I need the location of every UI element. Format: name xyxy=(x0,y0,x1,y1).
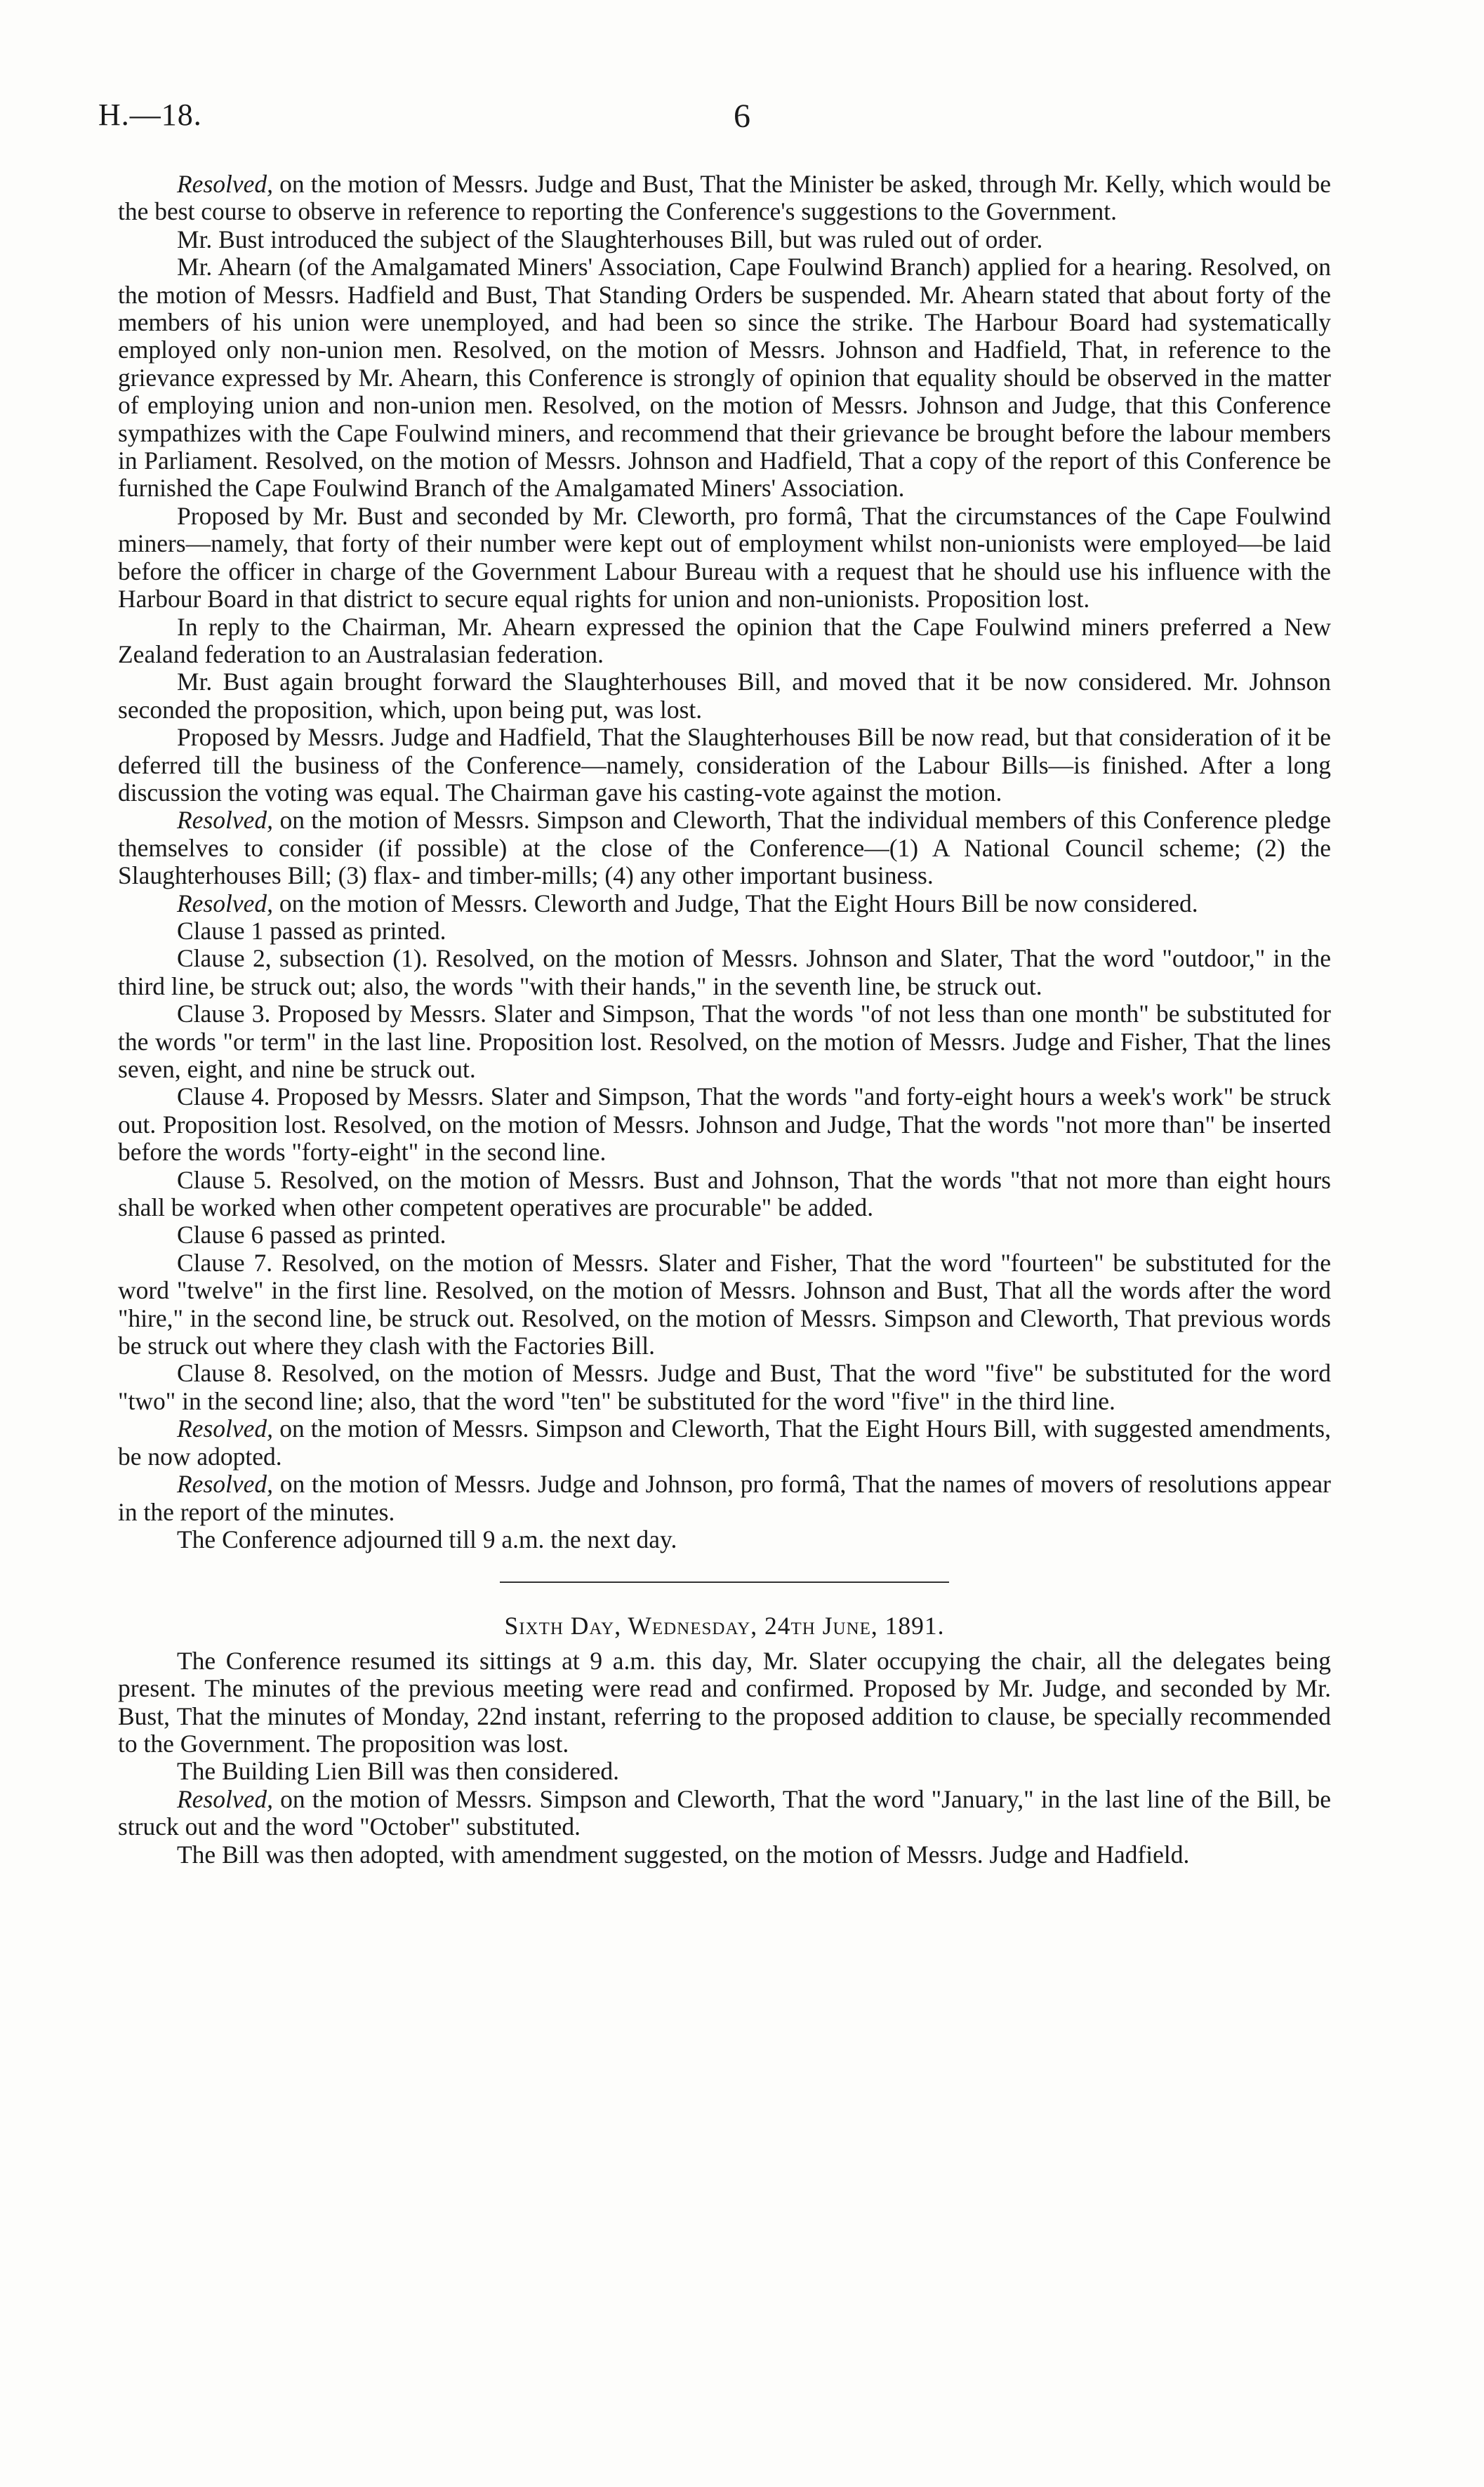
paragraph: Clause 2, subsection (1). Resolved, on the motion of Messrs. Johnson and Slater, That the word "outdoor," in the third line, be struck out; also, the words "with their hands," in the seventh line, be struck out. xyxy=(118,944,1331,1000)
document-body xyxy=(118,171,1331,1869)
paragraph: Clause 4. Proposed by Messrs. Slater and Simpson, That the words "and forty-eight hours a week's work" be struck out. Proposition lost. Resolved, on the motion of Messrs. Johnson and Judge, That the words "not more than" be inserted before the words "forty-eight" in the second line. xyxy=(118,1082,1331,1167)
paragraph: Resolved, on the motion of Messrs. Simpson and Cleworth, That the individual members of this Conference pledge themselves to consider (if possible) at the close of the Conference—(1) A National Council scheme; (2) the Slaughterhouses Bill; (3) flax- and timber-mills; (4) any other important business. xyxy=(118,806,1331,890)
paragraph: Mr. Ahearn (of the Amalgamated Miners' Association, Cape Foulwind Branch) applied for a hearing. Resolved, on the motion of Messrs. Hadfield and Bust, That Standing Orders be suspended. Mr. Ahearn stated that about forty of the members of his union were unemployed, and had been so since the strike. The Harbour Board had systematically employed only non-union men. Resolved, on the motion of Messrs. Johnson and Hadfield, That, in reference to the grievance expressed by Mr. Ahearn, this Conference is strongly of opinion that equality should be observed in the matter of employing union and non-union men. Resolved, on the motion of Messrs. Johnson and Judge, that this Conference sympathizes with the Cape Foulwind miners, and recommend that their grievance be brought before the labour members in Parliament. Resolved, on the motion of Messrs. Johnson and Hadfield, That a copy of the report of this Conference be furnished the Cape Foulwind Branch of the Amalgamated Miners' Association. xyxy=(118,253,1331,503)
paragraph: In reply to the Chairman, Mr. Ahearn expressed the opinion that the Cape Foulwind miners preferred a New Zealand federation to an Australasian federation. xyxy=(118,612,1331,668)
paragraph: The Conference resumed its sittings at 9 a.m. this day, Mr. Slater occupying the chair, all the delegates being present. The minutes of the previous meeting were read and confirmed. Proposed by Mr. Judge, and seconded by Mr. Bust, That the minutes of Monday, 22nd instant, referring to the proposed addition to clause, be specially recommended to the Government. The proposition was lost. xyxy=(118,1646,1331,1758)
paragraph: Clause 5. Resolved, on the motion of Messrs. Bust and Johnson, That the words "that not more than eight hours shall be worked when other competent operatives are procurable" be added. xyxy=(118,1165,1331,1222)
section-divider xyxy=(500,1581,949,1583)
paragraph: The Bill was then adopted, with amendment suggested, on the motion of Messrs. Judge and Hadfield. xyxy=(177,1840,1190,1869)
section-heading: Sixth Day, Wednesday, 24th June, 1891. xyxy=(504,1612,945,1640)
paragraph: Clause 7. Resolved, on the motion of Messrs. Slater and Fisher, That the word "fourteen" be substituted for the word "twelve" in the first line. Resolved, on the motion of Messrs. Johnson and Bust, That all the words after the word "hire," in the second line, be struck out. Resolved, on the motion of Messrs. Simpson and Cleworth, That previous words be struck out where they clash with the Factories Bill. xyxy=(118,1248,1331,1360)
paragraph: Resolved, on the motion of Messrs. Cleworth and Judge, That the Eight Hours Bill be now considered. xyxy=(177,889,1198,917)
paragraph: Resolved, on the motion of Messrs. Simpson and Cleworth, That the word "January," in the last line of the Bill, be struck out and the word "October" substituted. xyxy=(118,1784,1331,1841)
paragraph: Clause 8. Resolved, on the motion of Messrs. Judge and Bust, That the word "five" be substituted for the word "two" in the second line; also, that the word "ten" be substituted for the word "five" in the third line. xyxy=(118,1359,1331,1415)
paragraph: The Building Lien Bill was then considered. xyxy=(177,1757,620,1786)
paragraph: Clause 3. Proposed by Messrs. Slater and Simpson, That the words "of not less than one month" be substituted for the words "or term" in the last line. Proposition lost. Resolved, on the motion of Messrs. Judge and Fisher, That the lines seven, eight, and nine be struck out. xyxy=(118,1000,1331,1083)
paragraph: Resolved, on the motion of Messrs. Judge and Bust, That the Minister be asked, through Mr. Kelly, which would be the best course to observe in reference to reporting the Conference's suggestions to the Government. xyxy=(118,170,1331,226)
paragraph: Resolved, on the motion of Messrs. Simpson and Cleworth, That the Eight Hours Bill, with suggested amendments, be now adopted. xyxy=(118,1414,1331,1471)
paragraph: Clause 6 passed as printed. xyxy=(177,1221,446,1249)
paragraph: Proposed by Messrs. Judge and Hadfield, That the Slaughterhouses Bill be now read, but that consideration of it be deferred till the business of the Conference—namely, consideration of the Labour Bills—is finished. After a long discussion the voting was equal. The Chairman gave his casting-vote against the motion. xyxy=(118,723,1331,807)
paragraph: Proposed by Mr. Bust and seconded by Mr. Cleworth, pro formâ, That the circumstances of the Cape Foulwind miners—namely, that forty of their number were kept out of employment whilst non-unionists were employed—be laid before the officer in charge of the Government Labour Bureau with a request that he should use his influence with the Harbour Board in that district to secure equal rights for union and non-unionists. Proposition lost. xyxy=(118,501,1331,614)
page-number: 6 xyxy=(734,98,750,135)
paragraph: Mr. Bust introduced the subject of the Slaughterhouses Bill, but was ruled out of order. xyxy=(177,225,1043,253)
paragraph: Resolved, on the motion of Messrs. Judge and Johnson, pro formâ, That the names of movers of resolutions appear in the report of the minutes. xyxy=(118,1470,1331,1526)
document-reference: H.—18. xyxy=(98,98,202,132)
paragraph: Mr. Bust again brought forward the Slaughterhouses Bill, and moved that it be now considered. Mr. Johnson seconded the proposition, which, upon being put, was lost. xyxy=(118,668,1331,724)
page-header xyxy=(98,97,1386,139)
paragraph: Clause 1 passed as printed. xyxy=(177,916,446,945)
paragraph: The Conference adjourned till 9 a.m. the next day. xyxy=(177,1525,677,1553)
